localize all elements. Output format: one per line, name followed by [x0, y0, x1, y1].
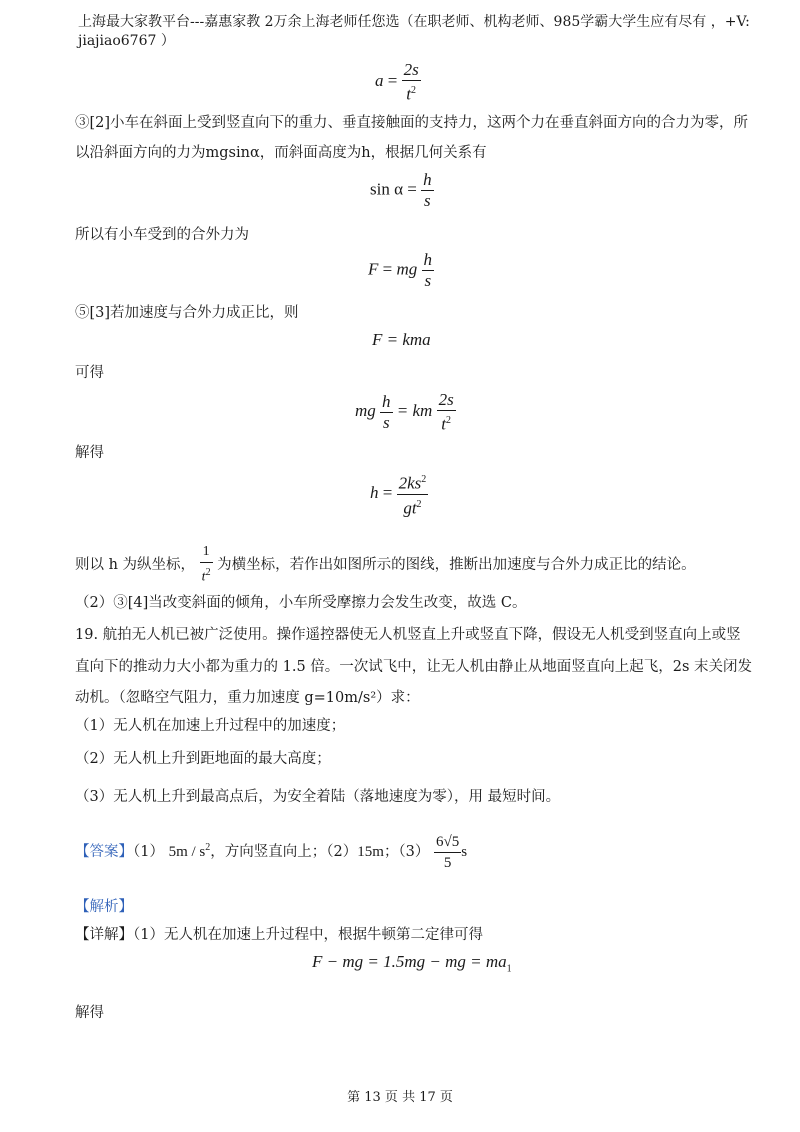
equation-force: F = mg $\frac{h}{s}$ [368, 250, 433, 290]
equation-h: h = $\frac{2ks^2}{gt^2}$ [370, 470, 428, 518]
equation-acceleration: a = $\frac{2s}{t^2}$ [375, 60, 419, 104]
q19-line-3: 动机。（忽略空气阻力，重力加速度 g=10m/s²）求： [75, 690, 420, 706]
conclusion-line: 则以 h 为纵坐标， $\frac{1}{t^2}$ 为横坐标，若作出如图所示的图线，推断出加速度与合外力成正比的结论。 [75, 544, 696, 585]
q19-sub-2: （2）无人机上升到距地面的最大高度； [75, 751, 331, 767]
q19-line-1: 19. 航拍无人机已被广泛使用。操作遥控器使无人机竖直上升或竖直下降，假设无人机受到竖直向上或竖 [75, 627, 741, 643]
equation-sin-alpha: sin α = $\frac{h}{s}$ [370, 170, 432, 210]
answer-tag: 【答案】 [75, 844, 133, 860]
equation-f-kma: F = kma [372, 330, 431, 349]
answer-line: 【答案】（1） $5m / s^2$，方向竖直向上；（2）15m；（3） $\frac{6√5}{5}$ s [75, 833, 468, 871]
step3-line-2: 以沿斜面方向的力为mgsinα，而斜面高度为h，根据几何关系有 [75, 145, 487, 161]
header-line-1: 上海最大家教平台---嘉惠家教 2万余上海老师任您选（在职老师、机构老师、985学霸大学生应有尽有 ，+V: [78, 14, 750, 30]
text-jiede-1: 解得 [75, 445, 104, 461]
part2-text: （2）③[4]当改变斜面的倾角，小车所受摩擦力会发生改变，故选 C。 [75, 595, 527, 611]
detail-line: 【详解】（1）无人机在加速上升过程中，根据牛顿第二定律可得 [75, 927, 483, 943]
q19-sub-3: （3）无人机上升到最高点后，为安全着陆（落地速度为零），用 最短时间。 [75, 789, 561, 805]
text-kede: 可得 [75, 365, 104, 381]
header-line-2: jiajiao6767 ） [78, 33, 175, 49]
step5-text: ⑤[3]若加速度与合外力成正比，则 [75, 305, 299, 321]
page-footer: 第 13 页 共 17 页 [347, 1090, 453, 1105]
text-resultant-force: 所以有小车受到的合外力为 [75, 227, 249, 243]
step3-line-1: ③[2]小车在斜面上受到竖直向下的重力、垂直接触面的支持力，这两个力在垂直斜面方向的合力为零，所 [75, 115, 749, 131]
analysis-tag: 【解析】 [75, 899, 133, 915]
q19-line-2: 直向下的推动力大小都为重力的 1.5 倍。一次试飞中，让无人机由静止从地面竖直向上起飞，2s 末关闭发 [75, 659, 753, 675]
q19-sub-1: （1）无人机在加速上升过程中的加速度； [75, 718, 346, 734]
text-jiede-2: 解得 [75, 1005, 104, 1021]
equation-newton: F − mg = 1.5mg − mg = $ma_1$ [312, 952, 512, 975]
equation-combined: mg $\frac{h}{s}$ = km $\frac{2s}{t^2}$ [355, 390, 454, 434]
